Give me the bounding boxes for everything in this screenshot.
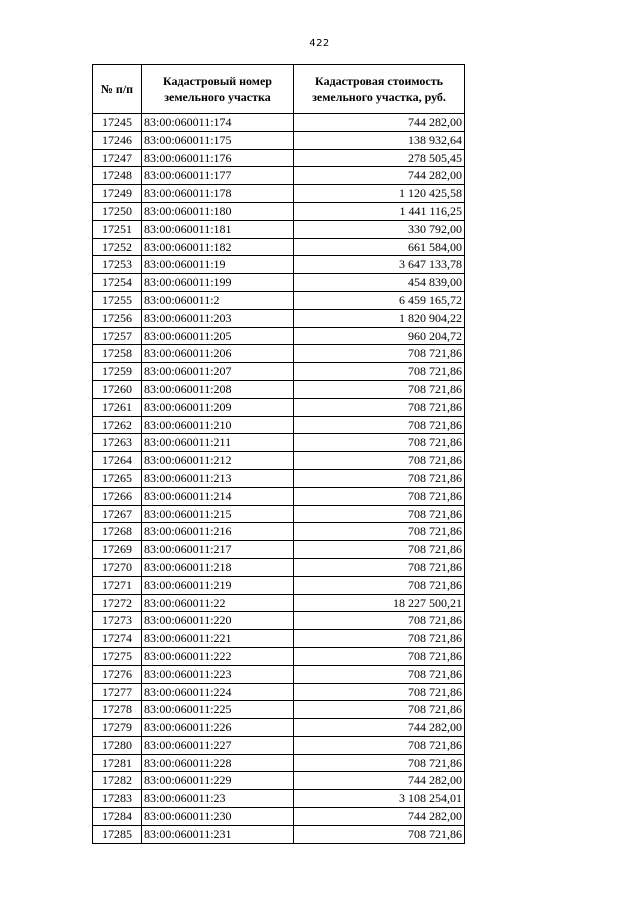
cell-cadastral-id: 83:00:060011:176 — [142, 149, 294, 167]
cell-row-number: 17266 — [93, 487, 142, 505]
cell-row-number: 17252 — [93, 238, 142, 256]
cadastral-value-table — [92, 64, 465, 844]
table-row — [93, 683, 465, 701]
table-row — [93, 380, 465, 398]
cell-cadastral-value: 960 204,72 — [294, 327, 465, 345]
cell-row-number: 17248 — [93, 167, 142, 185]
cell-cadastral-value: 454 839,00 — [294, 274, 465, 292]
cell-cadastral-id: 83:00:060011:215 — [142, 505, 294, 523]
table-row — [93, 291, 465, 309]
table-row — [93, 576, 465, 594]
cell-cadastral-id: 83:00:060011:231 — [142, 825, 294, 843]
cell-cadastral-id: 83:00:060011:182 — [142, 238, 294, 256]
cell-cadastral-value: 708 721,86 — [294, 434, 465, 452]
table-row — [93, 790, 465, 808]
cell-cadastral-value: 708 721,86 — [294, 380, 465, 398]
cell-row-number: 17273 — [93, 612, 142, 630]
cell-cadastral-value: 708 721,86 — [294, 398, 465, 416]
cell-cadastral-id: 83:00:060011:208 — [142, 380, 294, 398]
cell-cadastral-id: 83:00:060011:213 — [142, 469, 294, 487]
cell-cadastral-id: 83:00:060011:175 — [142, 131, 294, 149]
table-row — [93, 808, 465, 826]
cell-cadastral-id: 83:00:060011:217 — [142, 541, 294, 559]
cell-cadastral-value: 6 459 165,72 — [294, 291, 465, 309]
cell-cadastral-value: 708 721,86 — [294, 683, 465, 701]
cell-cadastral-value: 708 721,86 — [294, 701, 465, 719]
cell-row-number: 17265 — [93, 469, 142, 487]
cell-cadastral-value: 708 721,86 — [294, 541, 465, 559]
cell-cadastral-id: 83:00:060011:224 — [142, 683, 294, 701]
table-row — [93, 416, 465, 434]
table-row — [93, 505, 465, 523]
table-row — [93, 612, 465, 630]
cell-row-number: 17274 — [93, 630, 142, 648]
table-row — [93, 701, 465, 719]
cell-row-number: 17284 — [93, 808, 142, 826]
page-number: 422 — [309, 38, 330, 49]
cell-row-number: 17282 — [93, 772, 142, 790]
cell-cadastral-value: 744 282,00 — [294, 808, 465, 826]
table-row — [93, 630, 465, 648]
table-row — [93, 434, 465, 452]
cell-cadastral-id: 83:00:060011:181 — [142, 220, 294, 238]
cell-cadastral-id: 83:00:060011:19 — [142, 256, 294, 274]
cell-row-number: 17281 — [93, 754, 142, 772]
table-row — [93, 665, 465, 683]
cell-cadastral-value: 3 647 133,78 — [294, 256, 465, 274]
table-row — [93, 594, 465, 612]
column-header-cadastral-value: Кадастровая стоимость земельного участка, руб. — [294, 65, 465, 114]
cell-row-number: 17278 — [93, 701, 142, 719]
cell-row-number: 17276 — [93, 665, 142, 683]
table-row — [93, 274, 465, 292]
cell-row-number: 17257 — [93, 327, 142, 345]
table-row — [93, 825, 465, 843]
cell-row-number: 17269 — [93, 541, 142, 559]
cell-row-number: 17267 — [93, 505, 142, 523]
cell-cadastral-id: 83:00:060011:23 — [142, 790, 294, 808]
cell-row-number: 17268 — [93, 523, 142, 541]
cell-cadastral-id: 83:00:060011:216 — [142, 523, 294, 541]
cell-cadastral-id: 83:00:060011:205 — [142, 327, 294, 345]
cell-row-number: 17247 — [93, 149, 142, 167]
table-row — [93, 487, 465, 505]
table-row — [93, 719, 465, 737]
table-row — [93, 523, 465, 541]
cell-row-number: 17263 — [93, 434, 142, 452]
table-row — [93, 149, 465, 167]
table-row — [93, 327, 465, 345]
table-row — [93, 363, 465, 381]
cell-cadastral-id: 83:00:060011:207 — [142, 363, 294, 381]
table-row — [93, 772, 465, 790]
cell-row-number: 17277 — [93, 683, 142, 701]
cell-row-number: 17251 — [93, 220, 142, 238]
cell-cadastral-id: 83:00:060011:22 — [142, 594, 294, 612]
cell-cadastral-value: 744 282,00 — [294, 772, 465, 790]
cell-row-number: 17264 — [93, 452, 142, 470]
cell-row-number: 17280 — [93, 736, 142, 754]
cell-cadastral-id: 83:00:060011:228 — [142, 754, 294, 772]
table-row — [93, 131, 465, 149]
cell-row-number: 17261 — [93, 398, 142, 416]
table-row — [93, 541, 465, 559]
cell-cadastral-value: 708 721,86 — [294, 825, 465, 843]
table-row — [93, 345, 465, 363]
cell-row-number: 17245 — [93, 114, 142, 132]
cell-cadastral-value: 744 282,00 — [294, 167, 465, 185]
column-header-number: № п/п — [93, 65, 142, 114]
cell-row-number: 17249 — [93, 185, 142, 203]
cell-cadastral-id: 83:00:060011:214 — [142, 487, 294, 505]
cell-row-number: 17283 — [93, 790, 142, 808]
cell-cadastral-id: 83:00:060011:223 — [142, 665, 294, 683]
cell-cadastral-id: 83:00:060011:221 — [142, 630, 294, 648]
cell-row-number: 17256 — [93, 309, 142, 327]
cell-cadastral-id: 83:00:060011:230 — [142, 808, 294, 826]
cell-cadastral-value: 708 721,86 — [294, 469, 465, 487]
cell-row-number: 17254 — [93, 274, 142, 292]
cell-cadastral-value: 708 721,86 — [294, 345, 465, 363]
cell-cadastral-value: 708 721,86 — [294, 505, 465, 523]
table-row — [93, 452, 465, 470]
cell-cadastral-value: 744 282,00 — [294, 114, 465, 132]
cell-cadastral-value: 708 721,86 — [294, 736, 465, 754]
cell-cadastral-value: 330 792,00 — [294, 220, 465, 238]
cell-row-number: 17250 — [93, 202, 142, 220]
cell-cadastral-id: 83:00:060011:203 — [142, 309, 294, 327]
cell-cadastral-value: 3 108 254,01 — [294, 790, 465, 808]
cell-cadastral-value: 708 721,86 — [294, 487, 465, 505]
cell-cadastral-id: 83:00:060011:174 — [142, 114, 294, 132]
cell-cadastral-id: 83:00:060011:227 — [142, 736, 294, 754]
cell-cadastral-value: 708 721,86 — [294, 647, 465, 665]
cell-cadastral-value: 744 282,00 — [294, 719, 465, 737]
table-row — [93, 469, 465, 487]
cell-cadastral-value: 18 227 500,21 — [294, 594, 465, 612]
cell-cadastral-value: 1 120 425,58 — [294, 185, 465, 203]
cell-cadastral-value: 708 721,86 — [294, 576, 465, 594]
table-row — [93, 558, 465, 576]
cell-cadastral-id: 83:00:060011:222 — [142, 647, 294, 665]
table-row — [93, 238, 465, 256]
column-header-cadastral-id: Кадастровый номер земельного участка — [142, 65, 294, 114]
table-row — [93, 754, 465, 772]
cell-cadastral-id: 83:00:060011:220 — [142, 612, 294, 630]
cell-cadastral-id: 83:00:060011:178 — [142, 185, 294, 203]
cell-cadastral-value: 1 820 904,22 — [294, 309, 465, 327]
cell-row-number: 17271 — [93, 576, 142, 594]
cell-cadastral-id: 83:00:060011:218 — [142, 558, 294, 576]
table-row — [93, 647, 465, 665]
table-row — [93, 114, 465, 132]
cell-row-number: 17260 — [93, 380, 142, 398]
cell-row-number: 17270 — [93, 558, 142, 576]
cell-cadastral-value: 661 584,00 — [294, 238, 465, 256]
cell-cadastral-value: 708 721,86 — [294, 630, 465, 648]
table-row — [93, 256, 465, 274]
cell-cadastral-id: 83:00:060011:229 — [142, 772, 294, 790]
cell-row-number: 17275 — [93, 647, 142, 665]
table-row — [93, 736, 465, 754]
cell-cadastral-id: 83:00:060011:225 — [142, 701, 294, 719]
cell-row-number: 17258 — [93, 345, 142, 363]
table-row — [93, 202, 465, 220]
cell-cadastral-value: 708 721,86 — [294, 612, 465, 630]
table-row — [93, 309, 465, 327]
cell-cadastral-value: 138 932,64 — [294, 131, 465, 149]
cell-cadastral-id: 83:00:060011:211 — [142, 434, 294, 452]
cell-cadastral-id: 83:00:060011:2 — [142, 291, 294, 309]
cell-cadastral-value: 708 721,86 — [294, 665, 465, 683]
cell-cadastral-id: 83:00:060011:177 — [142, 167, 294, 185]
cell-row-number: 17262 — [93, 416, 142, 434]
cell-row-number: 17255 — [93, 291, 142, 309]
cell-cadastral-id: 83:00:060011:212 — [142, 452, 294, 470]
table-body — [93, 114, 465, 844]
cell-cadastral-value: 708 721,86 — [294, 416, 465, 434]
table-row — [93, 185, 465, 203]
table-row — [93, 167, 465, 185]
table-row — [93, 398, 465, 416]
table-row — [93, 220, 465, 238]
cell-cadastral-id: 83:00:060011:219 — [142, 576, 294, 594]
cell-cadastral-value: 708 721,86 — [294, 558, 465, 576]
cell-row-number: 17285 — [93, 825, 142, 843]
cell-cadastral-value: 708 721,86 — [294, 754, 465, 772]
table-header-row — [93, 65, 465, 114]
cell-row-number: 17272 — [93, 594, 142, 612]
cell-row-number: 17279 — [93, 719, 142, 737]
cell-cadastral-id: 83:00:060011:180 — [142, 202, 294, 220]
cell-row-number: 17259 — [93, 363, 142, 381]
cell-cadastral-id: 83:00:060011:206 — [142, 345, 294, 363]
cell-row-number: 17246 — [93, 131, 142, 149]
cell-cadastral-value: 278 505,45 — [294, 149, 465, 167]
cell-cadastral-id: 83:00:060011:199 — [142, 274, 294, 292]
cell-cadastral-value: 708 721,86 — [294, 452, 465, 470]
cell-cadastral-id: 83:00:060011:226 — [142, 719, 294, 737]
cell-cadastral-id: 83:00:060011:209 — [142, 398, 294, 416]
cell-cadastral-value: 708 721,86 — [294, 523, 465, 541]
cell-cadastral-value: 708 721,86 — [294, 363, 465, 381]
cell-cadastral-id: 83:00:060011:210 — [142, 416, 294, 434]
cell-cadastral-value: 1 441 116,25 — [294, 202, 465, 220]
cell-row-number: 17253 — [93, 256, 142, 274]
